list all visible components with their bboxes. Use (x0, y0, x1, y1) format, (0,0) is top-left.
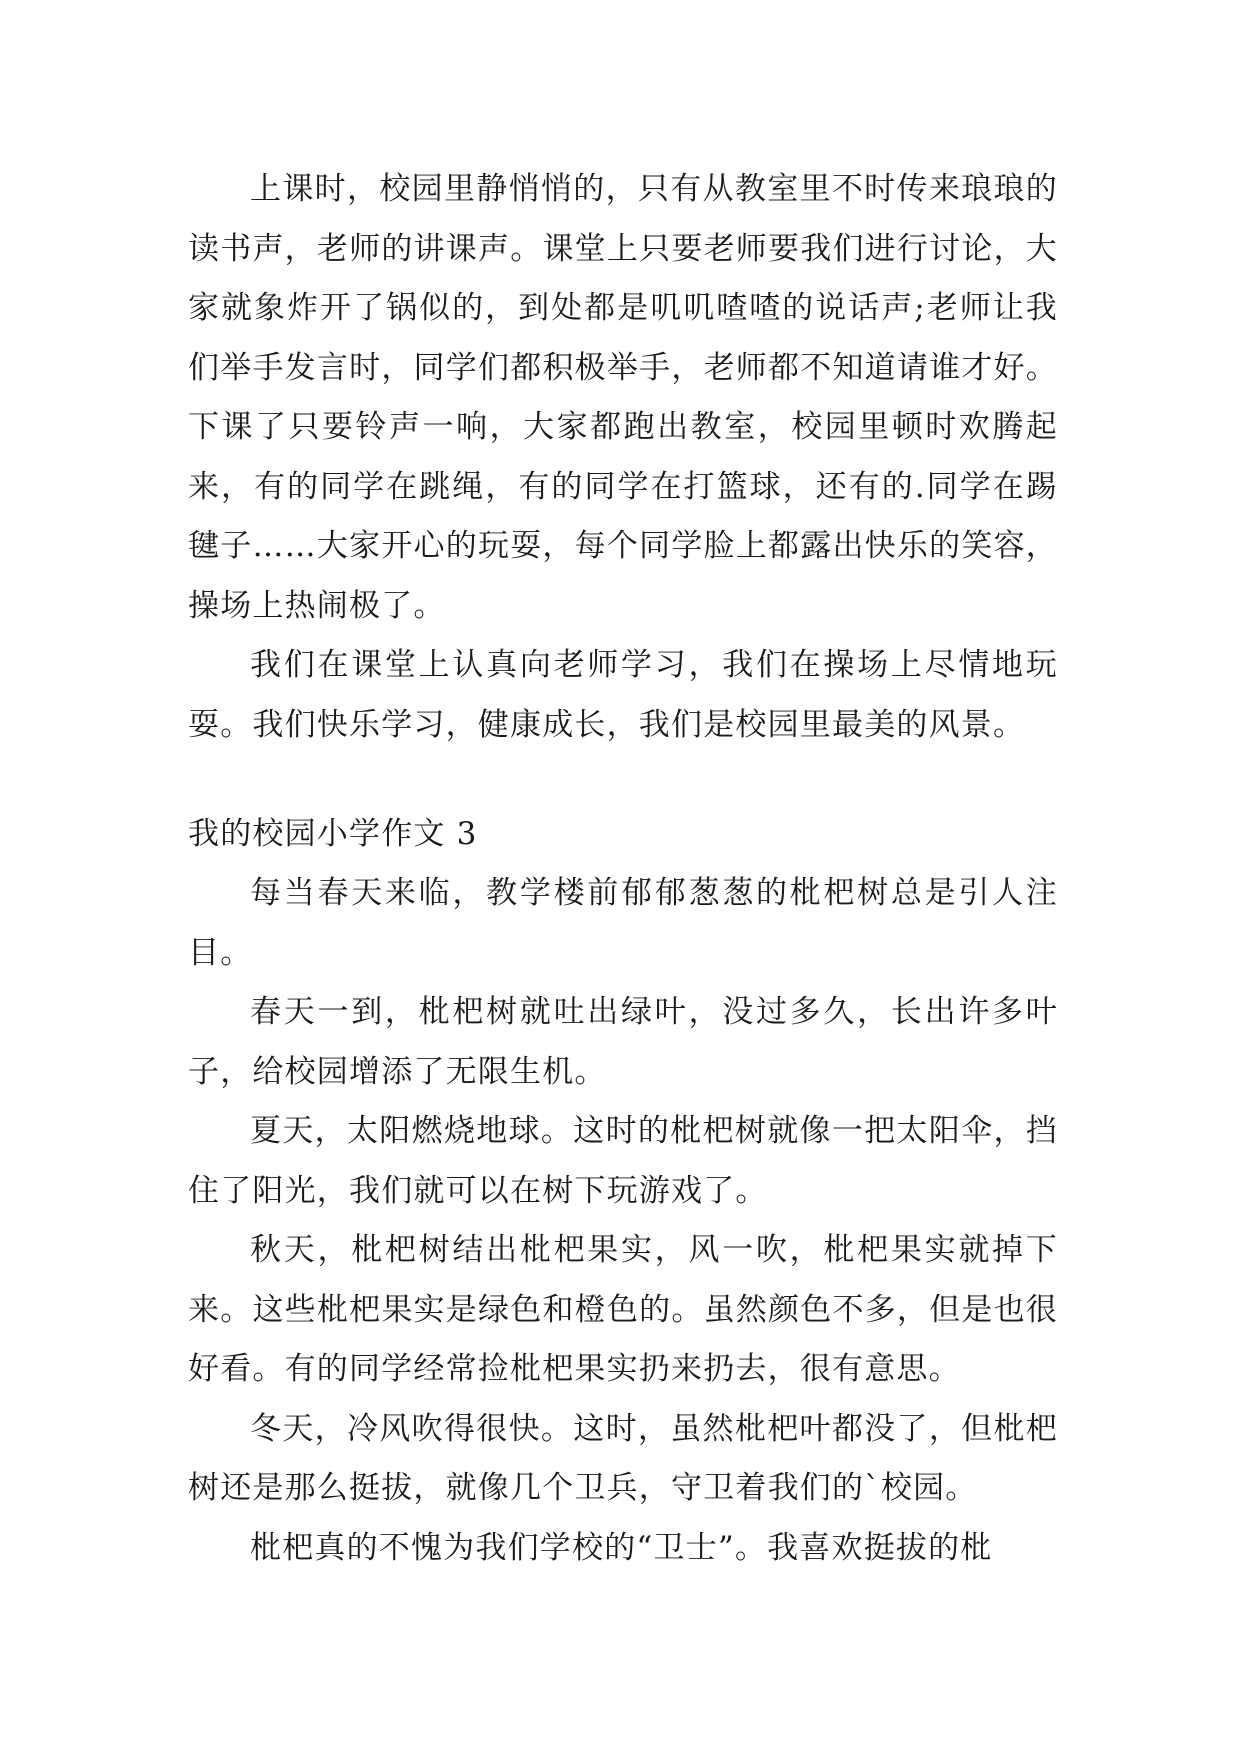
paragraph-intro: 每当春天来临，教学楼前郁郁葱葱的枇杷树总是引人注目。 (188, 875, 1058, 971)
essay-title: 我的校园小学作文 3 (188, 816, 478, 852)
essay-section-1 (188, 160, 1058, 755)
paragraph-spring: 春天一到，枇杷树就吐出绿叶，没过多久，长出许多叶子，给校园增添了无限生机。 (188, 994, 1058, 1090)
paragraph-classroom: 上课时，校园里静悄悄的，只有从教室里不时传来琅琅的读书声，老师的讲课声。课堂上只要老师要我们进行讨论，大家就象炸开了锅似的，到处都是叽叽喳喳的说话声;老师让我们举手发言时，同学们都积极举手，老师都不知道请谁才好。下课了只要铃声一响，大家都跑出教室，校园里顿时欢腾起来，有的同学在跳绳，有的同学在打篮球，还有的.同学在踢毽子……大家开心的玩耍，每个同学脸上都露出快乐的笑容，操场上热闹极了。 (188, 171, 1058, 624)
paragraph-winter: 冬天，冷风吹得很快。这时，虽然枇杷叶都没了，但枇杷树还是那么挺拔，就像几个卫兵，守卫着我们的`校园。 (188, 1410, 1058, 1506)
essay-section-2 (188, 864, 1058, 1578)
paragraph-conclusion: 我们在课堂上认真向老师学习，我们在操场上尽情地玩耍。我们快乐学习，健康成长，我们是校园里最美的风景。 (188, 647, 1058, 743)
paragraph-summer: 夏天，太阳燃烧地球。这时的枇杷树就像一把太阳伞，挡住了阳光，我们就可以在树下玩游戏了。 (188, 1113, 1058, 1209)
paragraph-ending: 枇杷真的不愧为我们学校的“卫士”。我喜欢挺拔的枇 (250, 1529, 993, 1566)
paragraph-autumn: 秋天，枇杷树结出枇杷果实，风一吹，枇杷果实就掉下来。这些枇杷果实是绿色和橙色的。虽然颜色不多，但是也很好看。有的同学经常捡枇杷果实扔来扔去，很有意思。 (188, 1232, 1058, 1387)
